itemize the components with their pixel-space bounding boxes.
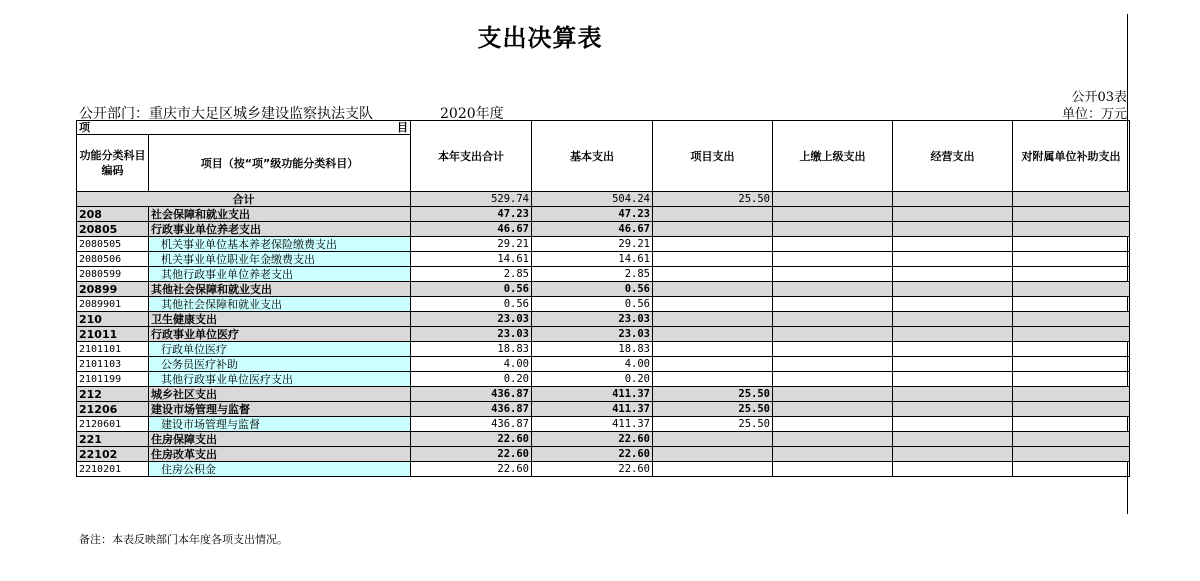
row-project: 25.50 <box>653 417 773 432</box>
row-basic: 0.56 <box>532 282 653 297</box>
row-basic: 18.83 <box>532 342 653 357</box>
row-business <box>893 357 1013 372</box>
row-name: 城乡社区支出 <box>149 387 411 402</box>
row-total: 0.56 <box>411 282 532 297</box>
row-code: 2101199 <box>77 372 149 387</box>
row-name: 住房保障支出 <box>149 432 411 447</box>
row-name: 行政事业单位养老支出 <box>149 222 411 237</box>
row-upper <box>773 462 893 477</box>
table-row <box>77 207 1130 222</box>
row-project <box>653 237 773 252</box>
table-row <box>77 387 1130 402</box>
row-code: 2210201 <box>77 462 149 477</box>
row-basic: 47.23 <box>532 207 653 222</box>
table-row <box>77 372 1130 387</box>
row-upper <box>773 207 893 222</box>
row-project <box>653 357 773 372</box>
page-title: 支出决算表 <box>477 24 603 52</box>
row-subsidy <box>1013 282 1130 297</box>
row-code: 2080505 <box>77 237 149 252</box>
row-upper <box>773 417 893 432</box>
row-code: 21206 <box>77 402 149 417</box>
row-total: 18.83 <box>411 342 532 357</box>
row-project <box>653 222 773 237</box>
row-total: 436.87 <box>411 417 532 432</box>
unit-label: 单位：万元 <box>1061 107 1127 122</box>
row-name: 其他行政事业单位养老支出 <box>149 267 411 282</box>
row-project <box>653 342 773 357</box>
row-code: 221 <box>77 432 149 447</box>
row-subsidy <box>1013 387 1130 402</box>
row-subsidy <box>1013 207 1130 222</box>
row-total: 2.85 <box>411 267 532 282</box>
table-row <box>77 252 1130 267</box>
row-project <box>653 252 773 267</box>
row-basic: 23.03 <box>532 312 653 327</box>
row-code: 2080599 <box>77 267 149 282</box>
table-row <box>77 432 1130 447</box>
row-basic: 29.21 <box>532 237 653 252</box>
row-code: 21011 <box>77 327 149 342</box>
row-subsidy <box>1013 417 1130 432</box>
row-business <box>893 252 1013 267</box>
row-total: 23.03 <box>411 327 532 342</box>
row-project <box>653 462 773 477</box>
row-name: 行政单位医疗 <box>149 342 411 357</box>
row-upper <box>773 222 893 237</box>
row-upper <box>773 372 893 387</box>
table-row <box>77 297 1130 312</box>
row-business <box>893 402 1013 417</box>
table-row <box>77 327 1130 342</box>
row-project <box>653 297 773 312</box>
header-code: 功能分类科目编码 <box>77 135 149 192</box>
row-basic: 0.20 <box>532 372 653 387</box>
row-name: 行政事业单位医疗 <box>149 327 411 342</box>
row-basic: 411.37 <box>532 417 653 432</box>
row-business <box>893 312 1013 327</box>
row-code: 210 <box>77 312 149 327</box>
header-basic: 基本支出 <box>532 121 653 192</box>
row-subsidy <box>1013 447 1130 462</box>
header-name: 项目（按“项”级功能分类科目） <box>149 135 411 192</box>
row-upper <box>773 402 893 417</box>
row-upper <box>773 342 893 357</box>
row-upper <box>773 447 893 462</box>
row-basic: 2.85 <box>532 267 653 282</box>
header-total: 本年支出合计 <box>411 121 532 192</box>
row-subsidy <box>1013 267 1130 282</box>
row-total: 0.56 <box>411 297 532 312</box>
row-name: 其他社会保障和就业支出 <box>149 297 411 312</box>
row-basic: 0.56 <box>532 297 653 312</box>
total-subsidy <box>1013 192 1130 207</box>
header-upper: 上缴上级支出 <box>773 121 893 192</box>
row-code: 2089901 <box>77 297 149 312</box>
row-subsidy <box>1013 432 1130 447</box>
total-amount: 529.74 <box>411 192 532 207</box>
row-total: 47.23 <box>411 207 532 222</box>
row-total: 29.21 <box>411 237 532 252</box>
row-project <box>653 312 773 327</box>
row-subsidy <box>1013 312 1130 327</box>
total-basic: 504.24 <box>532 192 653 207</box>
row-basic: 22.60 <box>532 432 653 447</box>
table-row <box>77 357 1130 372</box>
row-basic: 411.37 <box>532 402 653 417</box>
total-upper <box>773 192 893 207</box>
table-row <box>77 267 1130 282</box>
row-upper <box>773 297 893 312</box>
header-item-cell <box>77 121 411 135</box>
row-business <box>893 282 1013 297</box>
header-row-top <box>77 121 1130 135</box>
row-business <box>893 432 1013 447</box>
row-total: 22.60 <box>411 447 532 462</box>
row-upper <box>773 282 893 297</box>
row-subsidy <box>1013 297 1130 312</box>
row-business <box>893 327 1013 342</box>
row-upper <box>773 312 893 327</box>
header-business: 经营支出 <box>893 121 1013 192</box>
row-project <box>653 372 773 387</box>
table-row <box>77 222 1130 237</box>
row-subsidy <box>1013 462 1130 477</box>
row-business <box>893 267 1013 282</box>
table-row <box>77 312 1130 327</box>
row-name: 建设市场管理与监督 <box>149 402 411 417</box>
row-subsidy <box>1013 357 1130 372</box>
row-business <box>893 417 1013 432</box>
row-name: 其他行政事业单位医疗支出 <box>149 372 411 387</box>
row-subsidy <box>1013 252 1130 267</box>
row-code: 208 <box>77 207 149 222</box>
row-basic: 22.60 <box>532 447 653 462</box>
row-project <box>653 432 773 447</box>
footnote: 备注：本表反映部门本年度各项支出情况。 <box>79 533 288 546</box>
row-code: 212 <box>77 387 149 402</box>
expenditure-table <box>76 120 1130 477</box>
row-business <box>893 297 1013 312</box>
total-row <box>77 192 1130 207</box>
row-basic: 14.61 <box>532 252 653 267</box>
row-subsidy <box>1013 402 1130 417</box>
row-upper <box>773 432 893 447</box>
row-total: 22.60 <box>411 462 532 477</box>
row-code: 2080506 <box>77 252 149 267</box>
row-total: 4.00 <box>411 357 532 372</box>
row-business <box>893 387 1013 402</box>
total-label: 合计 <box>77 192 411 207</box>
row-total: 46.67 <box>411 222 532 237</box>
row-business <box>893 447 1013 462</box>
row-basic: 4.00 <box>532 357 653 372</box>
row-project <box>653 267 773 282</box>
table-row <box>77 282 1130 297</box>
row-subsidy <box>1013 327 1130 342</box>
row-business <box>893 207 1013 222</box>
total-business <box>893 192 1013 207</box>
row-name: 住房改革支出 <box>149 447 411 462</box>
table-row <box>77 342 1130 357</box>
row-total: 0.20 <box>411 372 532 387</box>
row-code: 2101103 <box>77 357 149 372</box>
table-row <box>77 462 1130 477</box>
table-row <box>77 237 1130 252</box>
row-project: 25.50 <box>653 402 773 417</box>
row-project <box>653 207 773 222</box>
row-subsidy <box>1013 342 1130 357</box>
row-name: 其他社会保障和就业支出 <box>149 282 411 297</box>
row-subsidy <box>1013 372 1130 387</box>
header-item-right: 目 <box>397 121 408 134</box>
row-project <box>653 447 773 462</box>
row-basic: 23.03 <box>532 327 653 342</box>
row-upper <box>773 387 893 402</box>
row-name: 公务员医疗补助 <box>149 357 411 372</box>
row-business <box>893 372 1013 387</box>
row-total: 14.61 <box>411 252 532 267</box>
total-project: 25.50 <box>653 192 773 207</box>
row-name: 卫生健康支出 <box>149 312 411 327</box>
row-project: 25.50 <box>653 387 773 402</box>
row-code: 2101101 <box>77 342 149 357</box>
row-basic: 411.37 <box>532 387 653 402</box>
row-business <box>893 462 1013 477</box>
row-name: 机关事业单位基本养老保险缴费支出 <box>149 237 411 252</box>
header-subsidy: 对附属单位补助支出 <box>1013 121 1130 192</box>
row-code: 20805 <box>77 222 149 237</box>
row-project <box>653 327 773 342</box>
row-total: 436.87 <box>411 402 532 417</box>
row-business <box>893 237 1013 252</box>
row-basic: 22.60 <box>532 462 653 477</box>
table-row <box>77 417 1130 432</box>
row-upper <box>773 327 893 342</box>
row-project <box>653 282 773 297</box>
row-code: 20899 <box>77 282 149 297</box>
table-row <box>77 402 1130 417</box>
department-label: 公开部门：重庆市大足区城乡建设监察执法支队 <box>79 106 373 122</box>
row-upper <box>773 237 893 252</box>
row-subsidy <box>1013 222 1130 237</box>
form-number: 公开03表 <box>1071 90 1127 105</box>
row-upper <box>773 357 893 372</box>
row-subsidy <box>1013 237 1130 252</box>
header-item-left: 项 <box>79 121 90 134</box>
row-total: 22.60 <box>411 432 532 447</box>
row-upper <box>773 267 893 282</box>
table-row <box>77 447 1130 462</box>
row-code: 22102 <box>77 447 149 462</box>
row-name: 社会保障和就业支出 <box>149 207 411 222</box>
row-business <box>893 222 1013 237</box>
row-total: 436.87 <box>411 387 532 402</box>
fiscal-year: 2020年度 <box>440 106 504 122</box>
header-project: 项目支出 <box>653 121 773 192</box>
row-name: 机关事业单位职业年金缴费支出 <box>149 252 411 267</box>
row-code: 2120601 <box>77 417 149 432</box>
row-total: 23.03 <box>411 312 532 327</box>
row-business <box>893 342 1013 357</box>
row-name: 建设市场管理与监督 <box>149 417 411 432</box>
row-name: 住房公积金 <box>149 462 411 477</box>
row-basic: 46.67 <box>532 222 653 237</box>
row-upper <box>773 252 893 267</box>
